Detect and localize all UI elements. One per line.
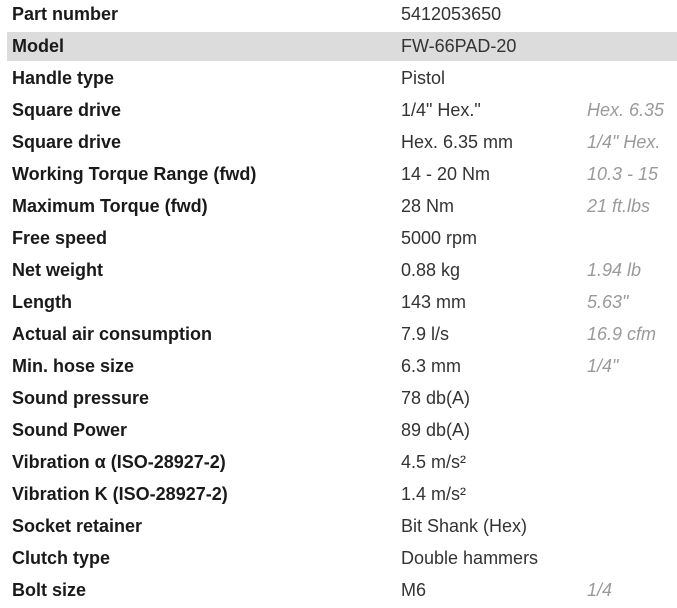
spec-row-free-speed (0, 224, 677, 256)
spec-label: Handle type (12, 68, 115, 88)
spec-row-socket-retainer (0, 512, 677, 544)
spec-row-min-hose-size (0, 352, 677, 384)
spec-label: Min. hose size (12, 356, 135, 376)
spec-row-working-torque (0, 160, 677, 192)
spec-value: 6.3 mm (401, 356, 462, 376)
spec-label: Vibration K (ISO-28927-2) (12, 484, 228, 504)
spec-alt-value: 16.9 cfm (587, 324, 657, 344)
spec-alt-value: 21 ft.lbs (587, 196, 651, 216)
spec-row-square-drive (0, 96, 677, 128)
spec-label: Sound pressure (12, 388, 150, 408)
spec-value: 78 db(A) (401, 388, 471, 408)
spec-row-max-torque (0, 192, 677, 224)
spec-label: Actual air consumption (12, 324, 213, 344)
spec-value: M6 (401, 580, 427, 600)
spec-value: 14 - 20 Nm (401, 164, 491, 184)
spec-label: Sound Power (12, 420, 128, 440)
spec-label: Square drive (12, 132, 122, 152)
spec-label: Part number (12, 4, 119, 24)
spec-value: 4.5 m/s² (401, 452, 467, 472)
spec-label: Vibration α (ISO-28927-2) (12, 452, 226, 472)
spec-row-handle-type (0, 64, 677, 96)
spec-row-length (0, 288, 677, 320)
spec-label: Length (12, 292, 72, 312)
spec-row-sound-pressure (0, 384, 677, 416)
spec-alt-value: 1.94 lb (587, 260, 642, 280)
spec-value: 1/4" Hex." (401, 100, 481, 120)
spec-value: Bit Shank (Hex) (401, 516, 528, 536)
spec-label: Bolt size (12, 580, 87, 600)
spec-label: Square drive (12, 100, 122, 120)
spec-value: 1.4 m/s² (401, 484, 467, 504)
spec-value: 5000 rpm (401, 228, 478, 248)
spec-value: Pistol (401, 68, 446, 88)
spec-label: Free speed (12, 228, 108, 248)
spec-alt-value: 1/4 (587, 580, 613, 600)
spec-row-part-number (0, 0, 677, 32)
spec-value: Hex. 6.35 mm (401, 132, 514, 152)
spec-label: Socket retainer (12, 516, 143, 536)
spec-row-net-weight (0, 256, 677, 288)
spec-value: Double hammers (401, 548, 539, 568)
spec-value: 0.88 kg (401, 260, 461, 280)
spec-label: Working Torque Range (fwd) (12, 164, 257, 184)
spec-row-vibration-alpha (0, 448, 677, 480)
spec-label: Net weight (12, 260, 104, 280)
spec-row-air-consumption (0, 320, 677, 352)
spec-row-sound-power (0, 416, 677, 448)
spec-row-vibration-k (0, 480, 677, 512)
spec-value: 89 db(A) (401, 420, 471, 440)
spec-alt-value: 5.63" (587, 292, 629, 312)
spec-alt-value: 1/4" (587, 356, 619, 376)
spec-alt-value: 10.3 - 15 (587, 164, 659, 184)
spec-row-clutch-type (0, 544, 677, 576)
spec-label: Maximum Torque (fwd) (12, 196, 208, 216)
spec-value: 7.9 l/s (401, 324, 450, 344)
spec-label: Clutch type (12, 548, 111, 568)
spec-value: 28 Nm (401, 196, 455, 216)
spec-value: FW-66PAD-20 (401, 36, 517, 56)
spec-row-square-drive-metric (0, 128, 677, 160)
row-highlight (7, 32, 677, 61)
spec-value: 143 mm (401, 292, 467, 312)
spec-alt-value: 1/4" Hex. (587, 132, 661, 152)
spec-row-bolt-size (0, 576, 677, 608)
spec-label: Model (12, 36, 64, 56)
spec-row-model (0, 32, 677, 64)
spec-value: 5412053650 (401, 4, 502, 24)
spec-alt-value: Hex. 6.35 (587, 100, 665, 120)
